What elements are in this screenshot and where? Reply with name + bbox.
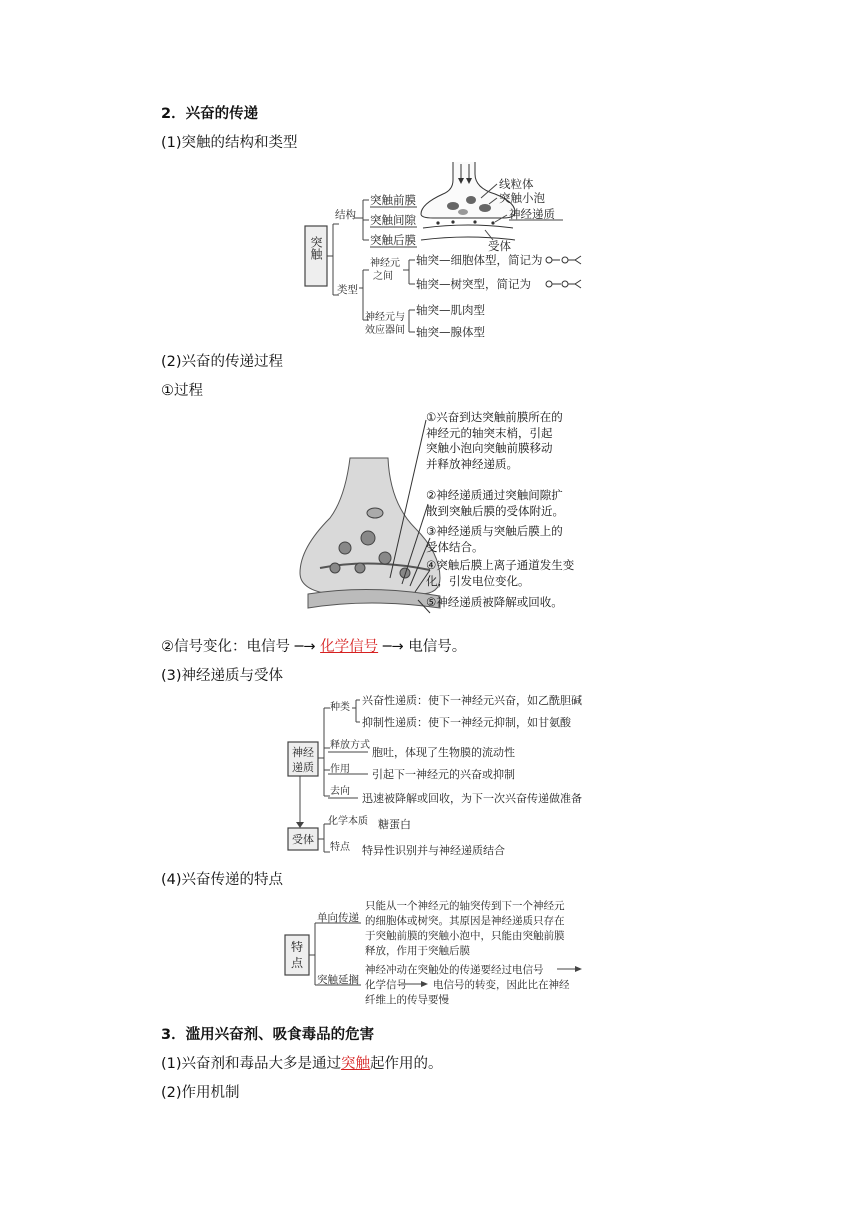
section-3-paragraph-1 — [161, 1054, 443, 1074]
subheading-synapse-structure: (1)突触的结构和类型 — [161, 135, 298, 151]
post-membrane: 突触后膜 — [370, 233, 416, 247]
destination-label: 去向 — [330, 786, 350, 797]
receptor-root: 受体 — [292, 833, 314, 846]
subheading-transmission-features: (4)兴奋传递的特点 — [161, 872, 284, 888]
step-3: ③神经递质与突触后膜上的 受体结合。 — [426, 524, 563, 554]
delay-line-1: 神经冲动在突触处的传递要经过电信号 — [365, 964, 544, 976]
process-steps — [426, 410, 574, 611]
action-value: 引起下一神经元的兴奋或抑制 — [372, 768, 515, 781]
signal-prefix: ②信号变化：电信号 — [161, 639, 290, 655]
neuron-effector-2: 效应器间 — [365, 325, 405, 336]
root-label: 突触 — [309, 236, 323, 260]
transmission-features-diagram — [283, 897, 603, 1007]
one-way-line-3: 于突触前膜的突触小泡中，只能由突触前膜 — [365, 930, 565, 942]
one-way-label: 单向传递 — [317, 912, 359, 924]
destination-value: 迅速被降解或回收，为下一次兴奋传递做准备 — [362, 792, 582, 805]
excitatory-transmitter: 兴奋性递质：使下一神经元兴奋，如乙酰胆碱 — [362, 694, 582, 707]
feature-root-1: 特 — [290, 940, 304, 954]
signal-change-line — [161, 637, 466, 657]
synaptic-gap: 突触间隙 — [370, 213, 416, 227]
delay-line-2a: 化学信号 — [365, 979, 407, 991]
signal-suffix: 电信号。 — [408, 639, 467, 655]
kind-label: 种类 — [330, 702, 350, 713]
p1-suffix: 起作用的。 — [370, 1056, 443, 1072]
one-way-line-4: 释放，作用于突触后膜 — [365, 945, 470, 957]
chemical-nature-value: 糖蛋白 — [378, 818, 411, 831]
arrow-icon: ─→ — [382, 639, 404, 655]
section-3-heading: 3．滥用兴奋剂、吸食毒品的危害 — [161, 1027, 375, 1043]
vesicle-label: 突触小泡 — [499, 191, 545, 205]
subheading-transmitter-receptor: (3)神经递质与受体 — [161, 668, 284, 684]
one-way-line-1: 只能从一个神经元的轴突传到下一个神经元 — [365, 900, 565, 912]
chemical-nature-label: 化学本质 — [328, 816, 368, 827]
subheading-transmission-process: (2)兴奋的传递过程 — [161, 354, 284, 370]
neuron-effector-1: 神经元与 — [365, 312, 405, 323]
inhibitory-transmitter: 抑制性递质：使下一神经元抑制，如甘氨酸 — [362, 716, 571, 729]
signal-key-term: 化学信号 — [320, 639, 379, 655]
axo-somatic-symbol — [546, 256, 581, 264]
type-axo-dendritic: 轴突—树突型，简记为 — [416, 277, 531, 291]
section-2-heading: 2．兴奋的传递 — [161, 106, 259, 122]
arrow-icon: ─→ — [294, 639, 316, 655]
release-label: 释放方式 — [330, 740, 370, 751]
transmitter-receptor-diagram — [286, 692, 616, 857]
type-label: 类型 — [337, 284, 358, 296]
step-5: ⑤神经递质被降解或回收。 — [426, 595, 563, 609]
feature-value: 特异性识别并与神经递质结合 — [362, 844, 505, 857]
transmitter-label: 神经递质 — [509, 207, 555, 221]
subheading-process: ①过程 — [161, 383, 203, 399]
axo-dendritic-symbol — [546, 280, 581, 288]
p1-prefix: (1)兴奋剂和毒品大多是通过 — [161, 1056, 342, 1072]
structure-label: 结构 — [335, 209, 356, 221]
delay-line-3: 纤维上的传导要慢 — [365, 994, 449, 1006]
one-way-line-2: 的细胞体或树突。其原因是神经递质只存在 — [365, 915, 565, 927]
between-neurons-2: 之间 — [373, 271, 393, 282]
release-value: 胞吐，体现了生物膜的流动性 — [372, 746, 515, 759]
mitochondria-label: 线粒体 — [499, 177, 534, 191]
pre-membrane: 突触前膜 — [370, 193, 416, 207]
between-neurons-1: 神经元 — [370, 258, 400, 269]
feature-root-2: 点 — [290, 956, 304, 970]
transmitter-root-2: 递质 — [292, 761, 314, 774]
step-1: ①兴奋到达突触前膜所在的 神经元的轴突末梢，引起 突触小泡向突触前膜移动 并释放神经递质。 — [426, 410, 563, 471]
receptor-label: 受体 — [488, 239, 511, 253]
type-axo-gland: 轴突—腺体型 — [416, 325, 485, 339]
action-label: 作用 — [330, 764, 350, 775]
type-axo-somatic: 轴突—细胞体型，简记为 — [416, 253, 543, 267]
step-2: ②神经递质通过突触间隙扩 散到突触后膜的受体附近。 — [426, 488, 564, 518]
step-4: ④突触后膜上离子通道发生变 化，引发电位变化。 — [426, 558, 575, 588]
delay-line-2b: 电信号的转变，因此比在神经 — [433, 979, 570, 991]
delay-label: 突触延搁 — [317, 974, 359, 986]
transmitter-root-1: 神经 — [292, 746, 314, 759]
feature-label: 特点 — [330, 842, 350, 853]
section-3-paragraph-2: (2)作用机制 — [161, 1085, 240, 1101]
synapse-structure-diagram — [303, 160, 603, 340]
type-axo-muscle: 轴突—肌肉型 — [416, 303, 485, 317]
p1-key-term: 突触 — [341, 1056, 371, 1072]
